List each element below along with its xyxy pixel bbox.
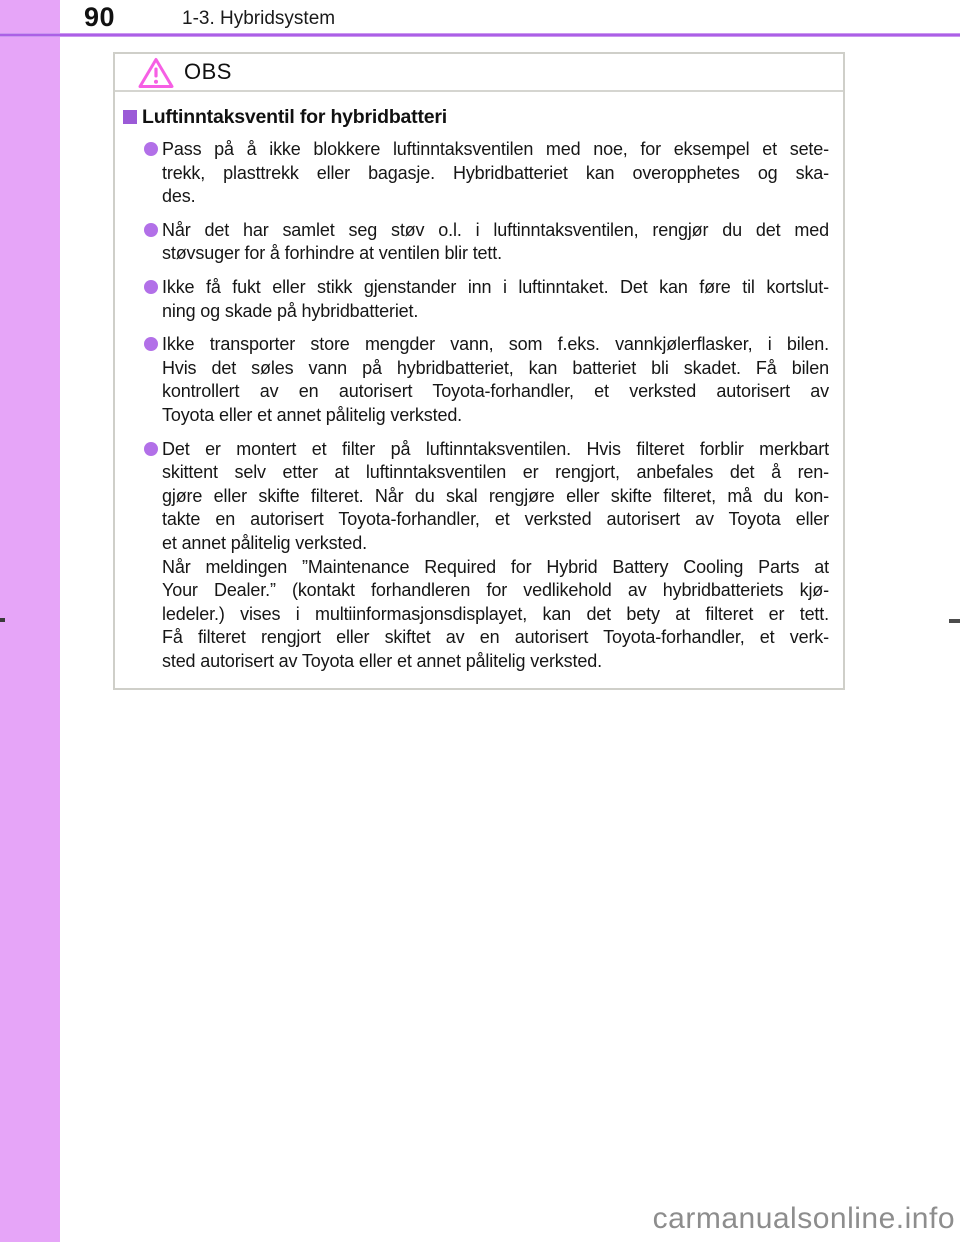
right-print-mark xyxy=(949,619,960,623)
text-line: Når det har samlet seg støv o.l. i luftinntaksventilen, rengjør du det med xyxy=(162,219,829,240)
text-line: ning og skade på hybridbatteriet. xyxy=(162,300,419,321)
text-line: ledeler.) vises i multiinformasjonsdisplayet, kan det bety at filteret er tett. xyxy=(162,603,829,624)
caution-box-title: OBS xyxy=(184,59,232,84)
text-line: trekk, plasttrekk eller bagasje. Hybridbatteriet kan overopphetes og ska- xyxy=(162,162,829,183)
text-line: Ikke få fukt eller stikk gjenstander inn i luftinntaket. Det kan føre til kortslut- xyxy=(162,276,829,297)
text-line: gjøre eller skifte filteret. Når du skal rengjøre eller skifte filteret, må du kon- xyxy=(162,485,829,506)
text-line: Det er montert et filter på luftinntaksventilen. Hvis filteret forblir merkbart xyxy=(162,438,829,459)
caution-bullet-item xyxy=(162,438,829,674)
text-line: sted autorisert av Toyota eller et annet pålitelig verksted. xyxy=(162,650,602,671)
header-divider-rule xyxy=(0,33,960,37)
warning-triangle-icon xyxy=(137,56,175,90)
caution-heading-text: Luftinntaksventil for hybridbatteri xyxy=(142,106,448,128)
text-line: Toyota eller et annet pålitelig verksted. xyxy=(162,404,463,425)
page-number: 90 xyxy=(84,2,116,32)
text-line: Når meldingen ”Maintenance Required for Hybrid Battery Cooling Parts at xyxy=(162,556,829,577)
caution-box-content xyxy=(115,92,843,673)
watermark-text: carmanualsonline.info xyxy=(652,1202,955,1235)
section-title: 1-3. Hybridsystem xyxy=(182,8,336,29)
caution-box-header xyxy=(115,54,843,92)
text-line: Hvis det søles vann på hybridbatteriet, kan batteriet bli skadet. Få bilen xyxy=(162,357,829,378)
caution-bullet-item xyxy=(162,276,829,323)
caution-heading-row xyxy=(123,105,831,129)
text-line: skittent selv etter at luftinntaksventilen er rengjort, anbefales det å ren- xyxy=(162,462,829,483)
caution-box xyxy=(113,52,845,690)
text-line: Your Dealer.” (kontakt forhandleren for vedlikehold av hybridbatteriets kjø- xyxy=(162,580,829,601)
text-line: Ikke transporter store mengder vann, som f.eks. vannkjølerflasker, i bilen. xyxy=(162,334,829,355)
text-line: Pass på å ikke blokkere luftinntaksventilen med noe, for eksempel et sete- xyxy=(162,139,829,159)
text-line: et annet pålitelig verksted. xyxy=(162,532,367,553)
text-line: støvsuger for å forhindre at ventilen blir tett. xyxy=(162,243,502,264)
left-print-mark xyxy=(0,618,5,622)
text-line: des. xyxy=(162,186,196,207)
left-margin-band xyxy=(0,0,60,1242)
square-bullet-icon xyxy=(123,110,137,124)
text-line: Få filteret rengjort eller skiftet av en autorisert Toyota-forhandler, et verk- xyxy=(162,627,829,648)
text-line: takte en autorisert Toyota-forhandler, et verksted autorisert av Toyota eller xyxy=(162,509,829,530)
text-line: kontrollert av en autorisert Toyota-forhandler, et verksted autorisert av xyxy=(162,381,829,402)
caution-bullet-item xyxy=(162,219,829,266)
caution-bullet-item xyxy=(162,138,829,209)
caution-bullet-item xyxy=(162,333,829,427)
